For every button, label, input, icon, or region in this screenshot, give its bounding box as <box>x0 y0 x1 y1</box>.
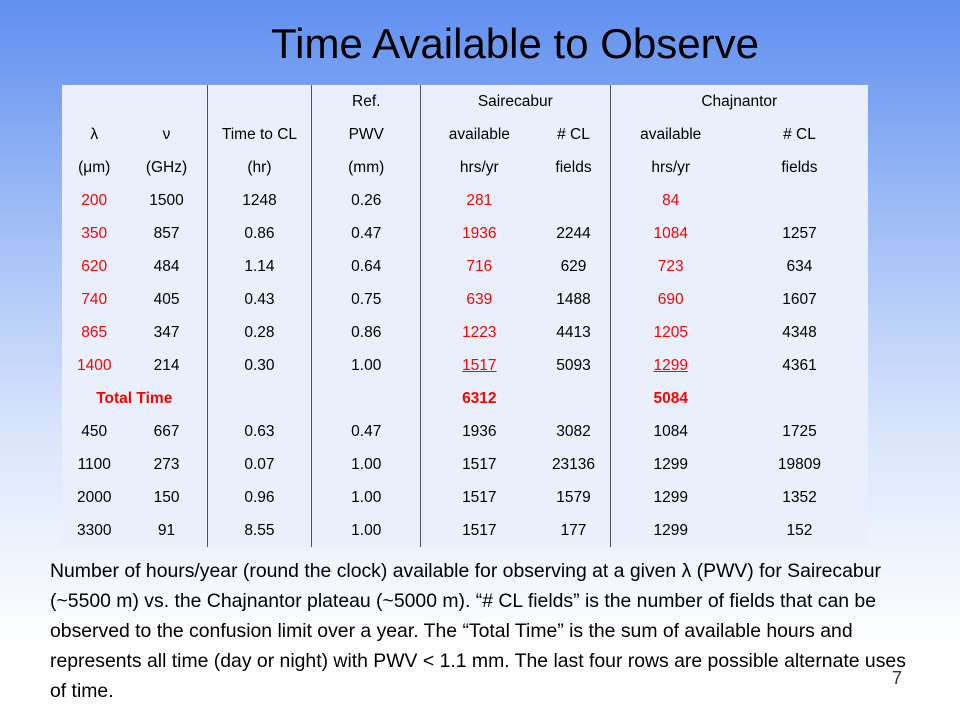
cell-lambda: 3300 <box>76 521 112 539</box>
cell-lambda: 1100 <box>77 455 111 473</box>
cell-sair-cl: 629 <box>560 257 587 275</box>
cell-chaj-cl: 19809 <box>777 455 821 473</box>
header-chaj-available-unit: hrs/yr <box>610 151 731 184</box>
cell-chaj-available: 1299 <box>610 349 731 382</box>
cell-chaj-cl: 1352 <box>782 488 817 506</box>
cell-sair-cl: 5093 <box>556 356 591 374</box>
header-sair-cl-unit: fields <box>555 158 592 176</box>
cell-chaj-cl: 1607 <box>782 290 817 308</box>
caption-text: Number of hours/year (round the clock) available for observing at a given λ (PWV) for Sairecabur (~5500 m) vs. the Chajnantor plateau (~5000 m). “# CL fields” is the number of fields that can be observed to the confusion limit over a year. The “Total Time” is the sum of available hours and represents all time (day or night) with PWV < 1.1 mm. The last four rows are possible alternate uses of time. <box>50 560 906 702</box>
total-chajnantor: 5084 <box>610 382 731 415</box>
cell-chaj-cl: 1725 <box>782 422 817 440</box>
header-row-1 <box>62 85 868 118</box>
header-chaj-available: available <box>610 118 731 151</box>
cell-lambda: 200 <box>81 191 108 209</box>
cell-chaj-available: 723 <box>610 250 731 283</box>
table-row <box>62 349 868 382</box>
cell-sair-available: 1517 <box>421 481 538 514</box>
cell-pwv: 0.47 <box>312 217 421 250</box>
cell-sair-cl: 3082 <box>556 422 591 440</box>
cell-lambda: 620 <box>81 257 108 275</box>
header-chaj-cl: # CL <box>783 125 816 143</box>
cell-sair-available: 281 <box>421 184 538 217</box>
cell-lambda: 450 <box>81 422 108 440</box>
total-sairecabur: 6312 <box>421 382 538 415</box>
cell-lambda: 740 <box>81 290 108 308</box>
cell-sair-available: 716 <box>421 250 538 283</box>
cell-pwv: 0.26 <box>312 184 421 217</box>
cell-chaj-cl <box>731 184 868 217</box>
table-row <box>62 316 868 349</box>
header-chaj-cl-unit: fields <box>781 158 818 176</box>
cell-chaj-cl: 634 <box>786 257 813 275</box>
cell-chaj-available: 1299 <box>610 514 731 547</box>
cell-chaj-available: 1084 <box>610 217 731 250</box>
cell-time: 0.30 <box>207 349 312 382</box>
header-row-3 <box>62 151 868 184</box>
cell-nu: 273 <box>153 455 180 473</box>
cell-time: 0.86 <box>207 217 312 250</box>
cell-sair-cl: 177 <box>560 521 587 539</box>
cell-pwv: 1.00 <box>312 514 421 547</box>
header-time: Time to CL <box>207 118 312 151</box>
cell-pwv: 1.00 <box>312 481 421 514</box>
cell-nu: 857 <box>153 224 180 242</box>
cell-chaj-cl: 4361 <box>782 356 817 374</box>
cell-nu: 667 <box>153 422 180 440</box>
cell-nu: 214 <box>153 356 180 374</box>
header-sair-available-unit: hrs/yr <box>421 151 538 184</box>
cell-chaj-available: 1299 <box>610 481 731 514</box>
cell-lambda: 2000 <box>76 488 112 506</box>
total-time-label: Total Time <box>96 389 173 407</box>
header-lambda: λ <box>90 125 99 143</box>
total-row <box>62 382 868 415</box>
cell-time: 0.28 <box>207 316 312 349</box>
cell-sair-available: 1936 <box>421 217 538 250</box>
cell-pwv: 1.00 <box>312 448 421 481</box>
table-row <box>62 184 868 217</box>
observing-time-table <box>62 85 868 547</box>
cell-lambda: 350 <box>81 224 108 242</box>
header-pwv-unit: (mm) <box>312 151 421 184</box>
header-sair-available: available <box>421 118 538 151</box>
header-ref: Ref. <box>312 85 421 118</box>
table-row <box>62 217 868 250</box>
cell-time: 1248 <box>207 184 312 217</box>
header-nu: ν <box>162 125 171 143</box>
header-sair-cl: # CL <box>557 125 590 143</box>
cell-chaj-cl: 1257 <box>782 224 817 242</box>
cell-nu: 150 <box>153 488 180 506</box>
cell-pwv: 0.47 <box>312 415 421 448</box>
cell-nu: 405 <box>153 290 180 308</box>
header-pwv: PWV <box>312 118 421 151</box>
cell-nu: 484 <box>153 257 180 275</box>
table-row <box>62 514 868 547</box>
cell-pwv: 0.75 <box>312 283 421 316</box>
table-row <box>62 415 868 448</box>
cell-chaj-available: 1205 <box>610 316 731 349</box>
cell-lambda: 865 <box>81 323 108 341</box>
table-row <box>62 448 868 481</box>
cell-sair-available: 1517 <box>421 349 538 382</box>
cell-chaj-available: 1299 <box>610 448 731 481</box>
cell-sair-cl: 1488 <box>556 290 591 308</box>
cell-chaj-available: 690 <box>610 283 731 316</box>
cell-time: 0.43 <box>207 283 312 316</box>
cell-sair-available: 1517 <box>421 514 538 547</box>
cell-sair-cl: 4413 <box>556 323 591 341</box>
cell-sair-available: 1936 <box>421 415 538 448</box>
cell-pwv: 1.00 <box>312 349 421 382</box>
cell-chaj-cl: 152 <box>786 521 813 539</box>
cell-time: 0.07 <box>207 448 312 481</box>
cell-time: 1.14 <box>207 250 312 283</box>
cell-pwv: 0.86 <box>312 316 421 349</box>
cell-time: 0.96 <box>207 481 312 514</box>
cell-sair-available: 639 <box>421 283 538 316</box>
header-time-unit: (hr) <box>207 151 312 184</box>
header-row-2 <box>62 118 868 151</box>
cell-chaj-available: 84 <box>610 184 731 217</box>
page-number: 7 <box>892 668 903 688</box>
cell-nu: 347 <box>153 323 180 341</box>
cell-sair-cl: 23136 <box>551 455 596 473</box>
cell-sair-cl: 2244 <box>556 224 591 242</box>
cell-lambda: 1400 <box>76 356 112 374</box>
cell-chaj-available: 1084 <box>610 415 731 448</box>
cell-nu: 1500 <box>149 191 184 209</box>
cell-time: 8.55 <box>207 514 312 547</box>
cell-sair-cl: 1579 <box>556 488 591 506</box>
slide-title: Time Available to Observe <box>271 20 759 67</box>
cell-time: 0.63 <box>207 415 312 448</box>
cell-sair-cl <box>537 184 610 217</box>
cell-chaj-cl: 4348 <box>782 323 817 341</box>
header-sairecabur: Sairecabur <box>421 85 610 118</box>
table-row <box>62 283 868 316</box>
cell-sair-available: 1517 <box>421 448 538 481</box>
header-nu-unit: (GHz) <box>145 158 188 176</box>
cell-sair-available: 1223 <box>421 316 538 349</box>
cell-pwv: 0.64 <box>312 250 421 283</box>
table-row <box>62 250 868 283</box>
table-row <box>62 481 868 514</box>
header-chajnantor: Chajnantor <box>610 85 868 118</box>
cell-nu: 91 <box>157 521 176 539</box>
header-lambda-unit: (μm) <box>78 158 111 176</box>
